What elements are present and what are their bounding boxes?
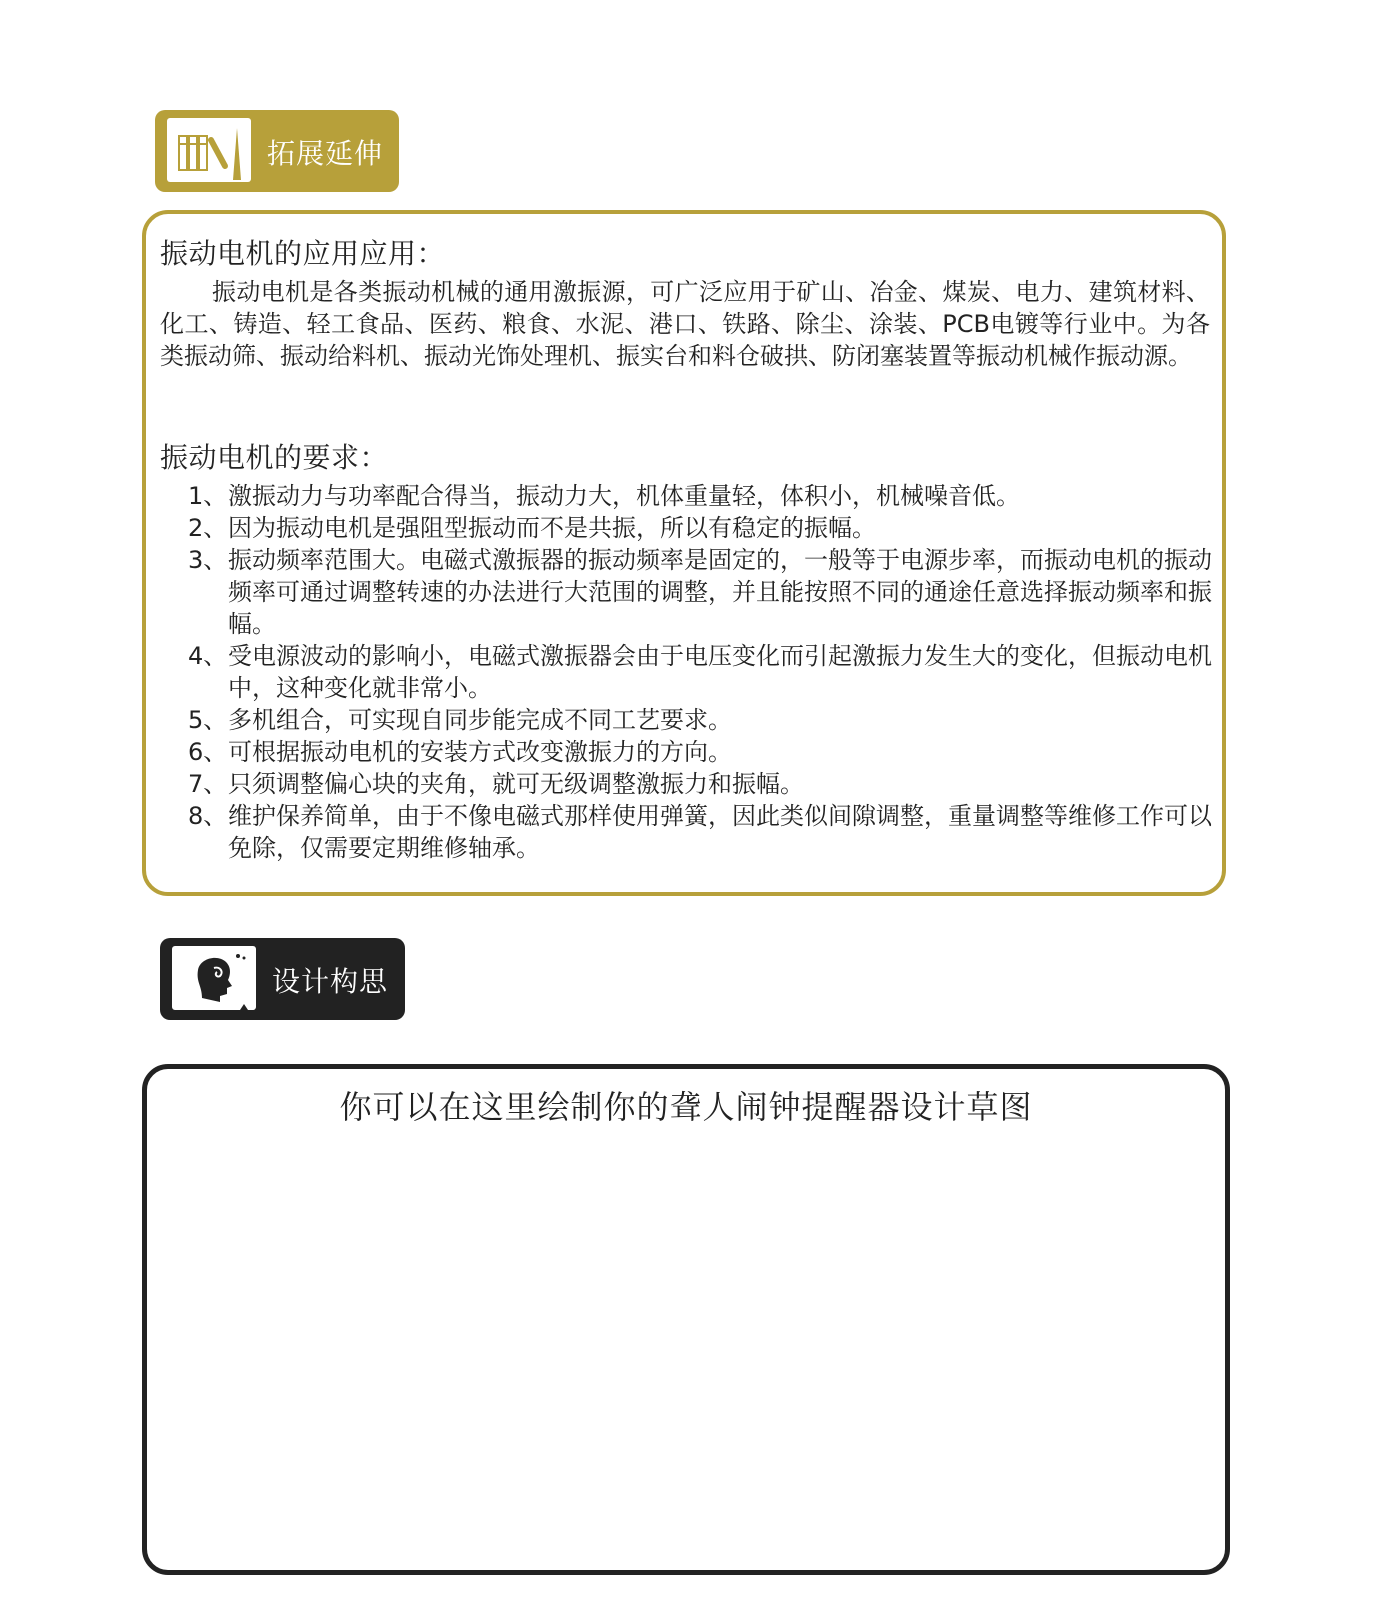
- list-item: 8、 维护保养简单，由于不像电磁式那样使用弹簧，因此类似间隙调整，重量调整等维修工作可以免除，仅需要定期维修轴承。: [188, 802, 1212, 862]
- list-item: 6、 可根据振动电机的安装方式改变激振力的方向。: [188, 738, 732, 766]
- design-section-badge: [160, 938, 405, 1020]
- sketch-title: 你可以在这里绘制你的聋人闹钟提醒器设计草图: [339, 1088, 1033, 1126]
- list-item: 5、 多机组合，可实现自同步能完成不同工艺要求。: [188, 706, 732, 734]
- extend-section-badge: [155, 110, 399, 192]
- design-badge-label: 设计构思: [272, 965, 389, 998]
- application-title: 振动电机的应用应用：: [160, 237, 446, 270]
- list-item: 3、 振动频率范围大。电磁式激振器的振动频率是固定的，一般等于电源步率，而振动电机的振动频率可通过调整转速的办法进行大范围的调整，并且能按照不同的通途任意选择振动频率和振幅。: [188, 546, 1212, 638]
- thinking-head-icon: [172, 946, 256, 1010]
- list-item: 7、 只须调整偏心块的夹角，就可无级调整激振力和振幅。: [188, 770, 804, 798]
- list-item: 4、 受电源波动的影响小，电磁式激振器会由于电压变化而引起激振力发生大的变化，但振动电机中，这种变化就非常小。: [188, 642, 1212, 702]
- extend-badge-label: 拓展延伸: [267, 137, 384, 170]
- list-item: 2、 因为振动电机是强阻型振动而不是共振，所以有稳定的振幅。: [188, 514, 876, 542]
- books-and-pen-icon: [167, 118, 251, 182]
- requirements-list: [188, 480, 1216, 864]
- list-item: 1、 激振动力与功率配合得当，振动力大，机体重量轻，体积小，机械噪音低。: [188, 482, 1020, 510]
- application-paragraph: 振动电机是各类振动机械的通用激振源，可广泛应用于矿山、冶金、煤炭、电力、建筑材料、化工、铸造、轻工食品、医药、粮食、水泥、港口、铁路、除尘、涂装、PCB电镀等行业中。为各类振动筛、振动给料机、振动光饰处理机、振实台和料仓破拱、防闭塞装置等振动机械作振动源。: [160, 278, 1210, 370]
- sketch-area[interactable]: [142, 1064, 1230, 1575]
- requirements-title: 振动电机的要求：: [160, 441, 389, 474]
